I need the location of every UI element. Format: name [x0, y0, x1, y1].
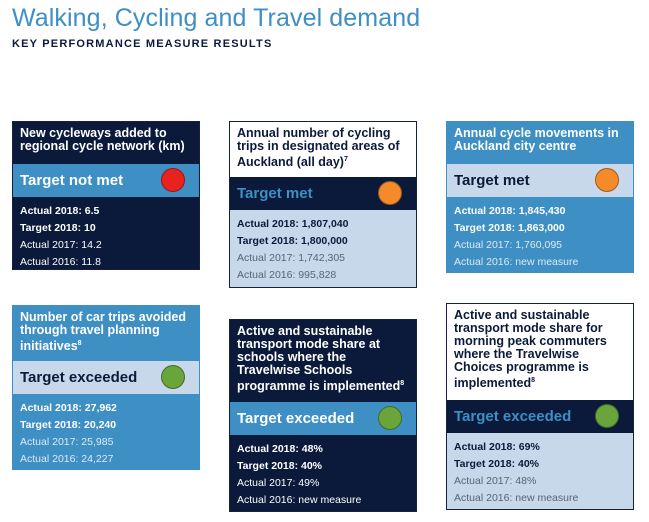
status-band — [13, 164, 199, 197]
status-orange-indicator-icon — [378, 181, 402, 205]
status-red-indicator-icon — [161, 168, 185, 192]
status-band — [13, 361, 199, 394]
kpi-card-title: Active and sustainable transport mode share for morning peak commuters where the Travelwise Choices programme is implemented$^8$ — [447, 304, 633, 400]
actual-2018: Actual 2018: 6.5 — [20, 205, 100, 217]
target-2018: Target 2018: 1,800,000 — [237, 235, 348, 247]
kpi-values — [13, 197, 199, 269]
status-label: Target met — [454, 172, 530, 189]
status-label: Target exceeded — [20, 369, 138, 386]
footnote-ref: 8 — [400, 380, 405, 387]
kpi-card-cycle-movements — [446, 121, 634, 273]
footnote-ref: 8 — [531, 377, 536, 384]
status-green-indicator-icon — [161, 365, 185, 389]
page-title: Walking, Cycling and Travel demand — [12, 4, 421, 32]
kpi-card-cycling-trips — [229, 121, 417, 288]
target-2018: Target 2018: 40% — [454, 458, 540, 470]
kpi-card-travelwise-choices — [446, 303, 634, 510]
status-band — [447, 164, 633, 197]
kpi-card-title: Active and sustainable transport mode share at schools where the Travelwise Schools programme is implemented$^8$ — [230, 320, 416, 402]
actual-2017: Actual 2017: 25,985 — [20, 436, 114, 448]
actual-2017: Actual 2017: 14.2 — [20, 239, 102, 251]
status-band — [230, 177, 416, 210]
status-green-indicator-icon — [378, 406, 402, 430]
status-label: Target exceeded — [454, 408, 572, 425]
kpi-values — [447, 197, 633, 272]
kpi-values — [13, 394, 199, 469]
actual-2018: Actual 2018: 48% — [237, 443, 323, 455]
status-band — [447, 400, 633, 433]
target-2018: Target 2018: 40% — [237, 460, 323, 472]
status-orange-indicator-icon — [595, 168, 619, 192]
kpi-values — [230, 210, 416, 287]
actual-2017: Actual 2017: 48% — [454, 475, 537, 487]
actual-2016: Actual 2016: 24,227 — [20, 453, 114, 465]
actual-2017: Actual 2017: 1,760,095 — [454, 239, 563, 251]
actual-2018: Actual 2018: 27,962 — [20, 402, 117, 414]
actual-2016: Actual 2016: new measure — [237, 494, 362, 506]
kpi-card-title: Annual cycle movements in Auckland city centre — [447, 122, 633, 164]
actual-2016: Actual 2016: 11.8 — [20, 256, 101, 268]
actual-2018: Actual 2018: 1,845,430 — [454, 205, 566, 217]
actual-2016: Actual 2016: 995,828 — [237, 269, 337, 281]
status-green-indicator-icon — [595, 404, 619, 428]
actual-2018: Actual 2018: 1,807,040 — [237, 218, 349, 230]
actual-2018: Actual 2018: 69% — [454, 441, 540, 453]
status-band — [230, 402, 416, 435]
page-subtitle: KEY PERFORMANCE MEASURE RESULTS — [12, 38, 273, 50]
actual-2016: Actual 2016: new measure — [454, 256, 579, 268]
footnote-ref: 8 — [77, 340, 82, 347]
kpi-card-title: New cycleways added to regional cycle network (km) — [13, 122, 199, 164]
footnote-ref: 7 — [343, 156, 348, 163]
kpi-card-new-cycleways — [12, 121, 200, 270]
target-2018: Target 2018: 20,240 — [20, 419, 117, 431]
status-label: Target not met — [20, 172, 124, 189]
actual-2017: Actual 2017: 1,742,305 — [237, 252, 346, 264]
status-label: Target met — [237, 185, 313, 202]
status-label: Target exceeded — [237, 410, 355, 427]
actual-2016: Actual 2016: new measure — [454, 492, 579, 504]
kpi-card-title: Annual number of cycling trips in designated areas of Auckland (all day)$^7$ — [230, 122, 416, 177]
kpi-values — [447, 433, 633, 509]
target-2018: Target 2018: 10 — [20, 222, 96, 234]
kpi-values — [230, 435, 416, 511]
kpi-card-car-trips-avoided — [12, 305, 200, 470]
kpi-card-title: Number of car trips avoided through travel planning initiatives$^8$ — [13, 306, 199, 361]
actual-2017: Actual 2017: 49% — [237, 477, 320, 489]
target-2018: Target 2018: 1,863,000 — [454, 222, 565, 234]
kpi-card-travelwise-schools — [229, 319, 417, 512]
